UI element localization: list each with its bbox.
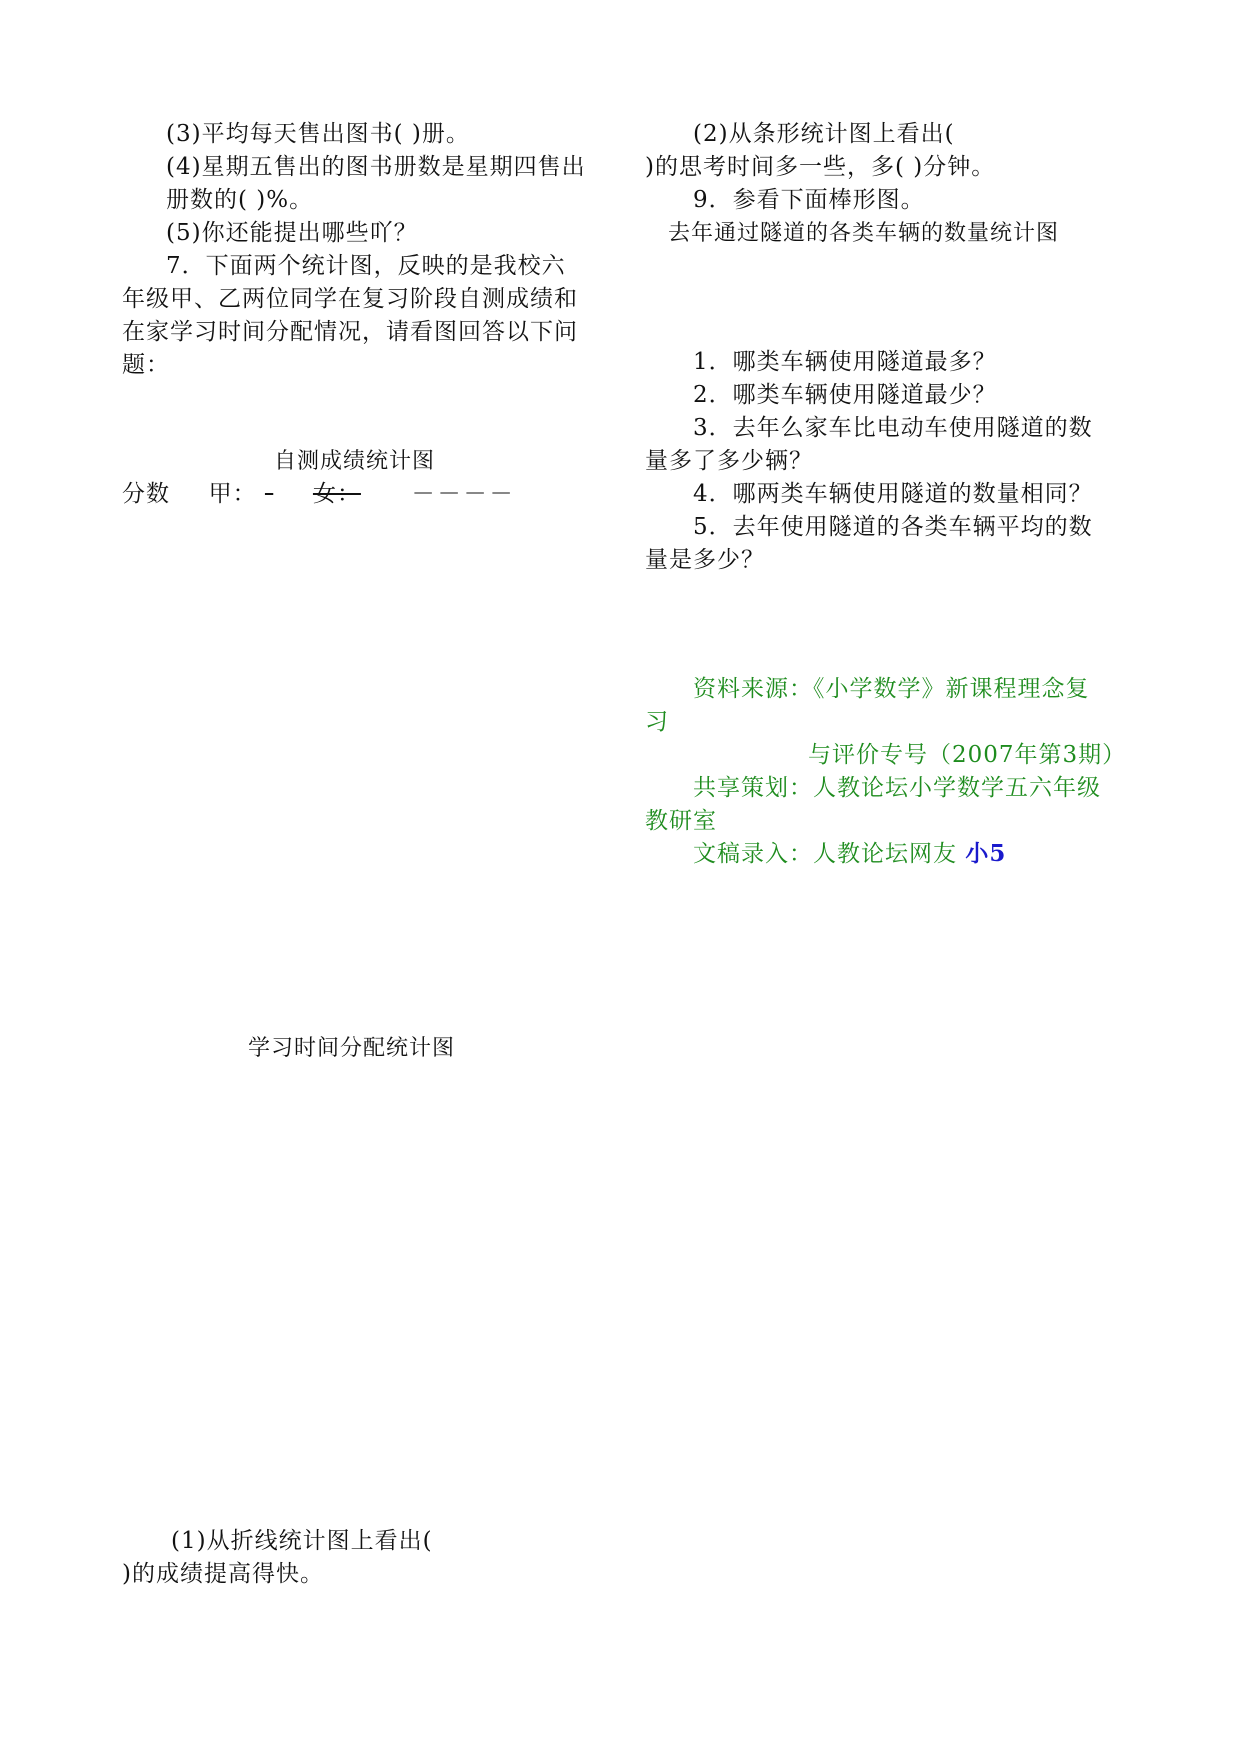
chart-legend [122,478,516,510]
problem-7-line3: 在家学习时间分配情况，请看图回答以下问 [122,319,578,345]
question-5: (5)你还能提出哪些吖？ [166,220,418,246]
legend-axis-label: 分数 [122,481,170,507]
legend-series-a-label: 甲： [208,481,257,507]
legend-series-c-dash: －－－－ [411,481,516,507]
source-line-2: 习 [645,709,669,735]
vehicle-question-4: 4．哪两类车辆使用隧道的数量相同？ [693,481,1093,507]
question-4-line2: 册数的( )%。 [166,187,314,213]
source-entry-name: 小5 [965,840,1007,867]
vehicle-question-2: 2．哪类车辆使用隧道最少？ [693,382,997,408]
vehicle-question-3-line2: 量多了多少辆？ [645,448,813,474]
source-line-6 [693,838,1006,870]
question-3: (3)平均每天售出图书( )册。 [166,121,470,147]
problem-9: 9．参看下面棒形图。 [693,187,925,213]
sub-question-1-line1: (1)从折线统计图上看出( [171,1528,433,1554]
sub-question-2-line2: )的思考时间多一些，多( )分钟。 [645,154,996,180]
sub-question-1-line2: )的成绩提高得快。 [122,1561,324,1587]
problem-7-line2: 年级甲、乙两位同学在复习阶段自测成绩和 [122,286,578,312]
source-line-1: 资料来源：《小学数学》新课程理念复 [693,676,1090,702]
legend-series-b-label: 女： [312,481,361,507]
chart-title-vehicles: 去年通过隧道的各类车辆的数量统计图 [668,221,1060,246]
chart-title-study-time: 学习时间分配统计图 [248,1036,456,1061]
vehicle-question-1: 1．哪类车辆使用隧道最多？ [693,349,997,375]
vehicle-question-3-line1: 3．去年么家车比电动车使用隧道的数 [693,415,1093,441]
vehicle-question-5-line1: 5．去年使用隧道的各类车辆平均的数 [693,514,1093,540]
problem-7-line1: 7．下面两个统计图，反映的是我校六 [166,253,566,279]
vehicle-question-5-line2: 量是多少？ [645,547,765,573]
source-line-3: 与评价专号（2007年第3期） [808,742,1127,768]
source-line-4: 共享策划：人教论坛小学数学五六年级 [693,775,1101,801]
sub-question-2-line1: (2)从条形统计图上看出( [693,121,955,147]
problem-7-line4: 题： [122,352,170,378]
chart-title-self-test: 自测成绩统计图 [274,449,436,474]
source-line-5: 教研室 [645,808,717,834]
source-entry-label: 文稿录入：人教论坛网友 [693,841,966,867]
question-4-line1: (4)星期五售出的图书册数是星期四售出 [166,154,586,180]
